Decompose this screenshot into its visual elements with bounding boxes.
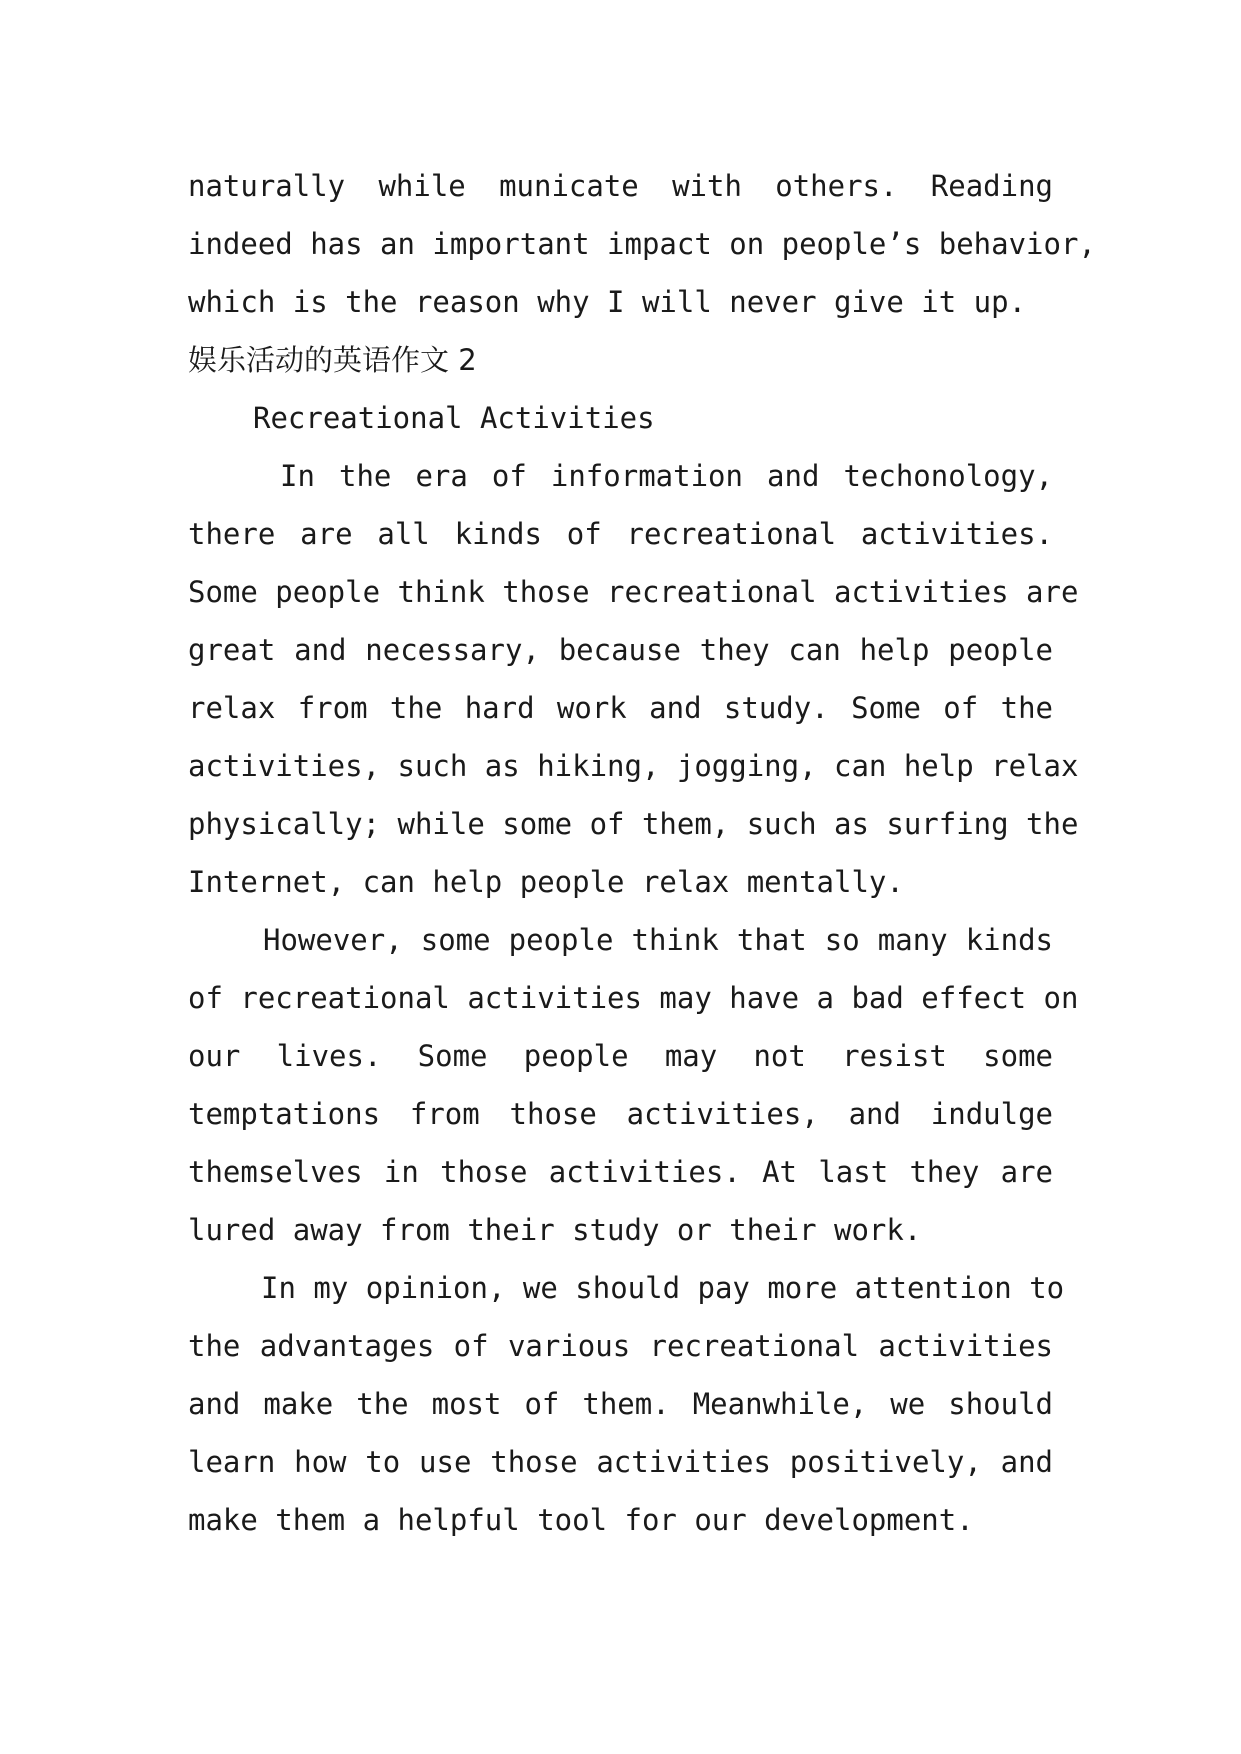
text-line: In the era of information and techonology, [280, 459, 1053, 493]
text-line: physically; while some of them, such as surfing the [188, 807, 1079, 841]
section-heading: 娱乐活动的英语作文 2 [188, 343, 477, 377]
text-line: of recreational activities may have a bad effect on [188, 981, 1079, 1015]
text-line: Some people think those recreational activities are [188, 575, 1079, 609]
text-line: Internet, can help people relax mentally. [188, 865, 904, 899]
text-line: However, some people think that so many kinds [263, 923, 1053, 957]
text-line: indeed has an important impact on people’s behavior, [188, 227, 1096, 261]
text-line: naturally while municate with others. Reading [188, 169, 1053, 203]
text-line: learn how to use those activities positively, and [188, 1445, 1053, 1479]
text-line: relax from the hard work and study. Some of the [188, 691, 1053, 725]
text-line: temptations from those activities, and indulge [188, 1097, 1053, 1131]
text-line: which is the reason why I will never give it up. [188, 285, 1027, 319]
text-line: In my opinion, we should pay more attention to [261, 1271, 1065, 1305]
text-line: themselves in those activities. At last they are [188, 1155, 1053, 1189]
text-line: there are all kinds of recreational activities. [188, 517, 1053, 551]
essay-title: Recreational Activities [253, 401, 655, 435]
text-line: make them a helpful tool for our development. [188, 1503, 974, 1537]
text-line: our lives. Some people may not resist some [188, 1039, 1053, 1073]
text-line: lured away from their study or their work. [188, 1213, 922, 1247]
text-line: activities, such as hiking, jogging, can help relax [188, 749, 1079, 783]
text-line: the advantages of various recreational activities [188, 1329, 1053, 1363]
text-line: great and necessary, because they can help people [188, 633, 1053, 667]
text-line: and make the most of them. Meanwhile, we should [188, 1387, 1053, 1421]
